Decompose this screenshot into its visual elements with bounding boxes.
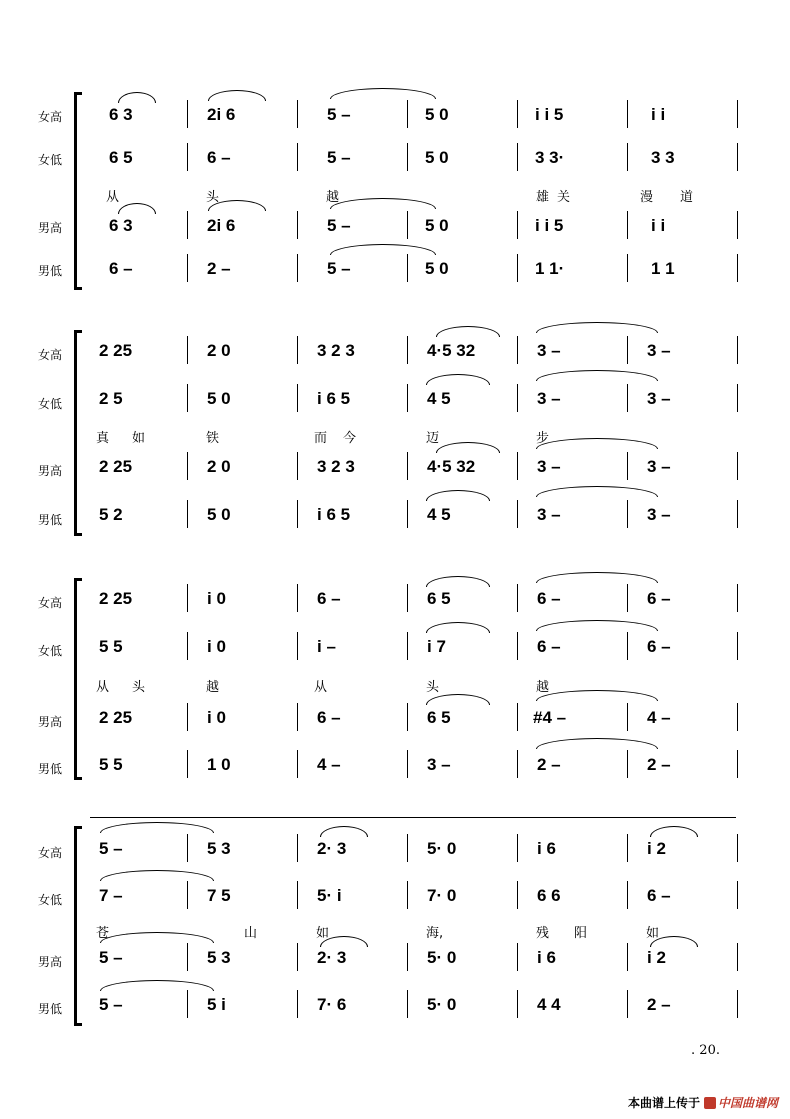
measure — [108, 146, 134, 168]
note-group: i 0 — [207, 589, 226, 608]
note-group: 3 – — [647, 341, 671, 360]
note-group: 5 – — [327, 216, 351, 235]
note-group: 5 0 — [207, 389, 231, 408]
part-label: 女低 — [38, 397, 63, 411]
measure — [426, 753, 452, 775]
measure — [98, 753, 124, 775]
slur — [536, 690, 658, 701]
note-group: 5 3 — [207, 839, 231, 858]
note-group: 2· 3 — [317, 839, 347, 858]
slur — [330, 198, 436, 209]
measure — [326, 103, 352, 125]
measure — [206, 339, 232, 361]
measure — [108, 257, 134, 279]
measure — [536, 837, 557, 859]
note-group: 4·5 32 — [427, 341, 476, 360]
lyric: 越 — [206, 680, 220, 695]
note-group: 5· 0 — [427, 995, 457, 1014]
lyric: 越 — [326, 190, 340, 205]
note-group: 3 3· — [535, 148, 565, 167]
slur — [536, 572, 658, 583]
note-group: 4 – — [647, 708, 671, 727]
note-group: 3 – — [647, 457, 671, 476]
measure — [98, 587, 133, 609]
measure — [426, 884, 457, 906]
note-group: 3 – — [537, 505, 561, 524]
note-group: 3 – — [647, 389, 671, 408]
slur — [426, 576, 490, 587]
part-label: 女高 — [38, 596, 63, 610]
measure — [650, 146, 676, 168]
measure — [426, 993, 457, 1015]
note-group: 5 – — [99, 839, 123, 858]
note-group: 3 – — [537, 341, 561, 360]
site-name: 中国曲谱网 — [717, 1096, 778, 1110]
note-group: 6 5 — [109, 148, 133, 167]
measure — [206, 455, 232, 477]
slur — [100, 932, 214, 943]
measure — [316, 946, 347, 968]
note-group: 6 – — [317, 708, 341, 727]
part-label: 男高 — [38, 955, 63, 969]
measure — [206, 503, 232, 525]
note-group: 2i 6 — [207, 105, 236, 124]
note-group: 6 3 — [109, 105, 133, 124]
measure — [206, 837, 232, 859]
measure — [98, 503, 124, 525]
lyric: 漫 — [640, 190, 654, 205]
slur — [536, 486, 658, 497]
measure — [646, 455, 672, 477]
logo-icon — [704, 1097, 716, 1109]
slur — [436, 326, 500, 337]
note-group: 5 0 — [207, 505, 231, 524]
measure — [206, 214, 236, 236]
system-brace — [74, 578, 82, 780]
measure — [316, 706, 342, 728]
note-group: 2 25 — [99, 341, 133, 360]
note-group: 6 – — [647, 886, 671, 905]
lyric: 如 — [316, 926, 330, 941]
note-group: 5 – — [327, 259, 351, 278]
part-label: 男高 — [38, 221, 63, 235]
measure — [650, 257, 676, 279]
slur — [426, 694, 490, 705]
lyric: 迈 — [426, 431, 440, 446]
measure — [98, 946, 124, 968]
note-group: 1 0 — [207, 755, 231, 774]
note-group: 2 0 — [207, 457, 231, 476]
measure — [98, 455, 133, 477]
measure — [98, 993, 124, 1015]
part-label: 男高 — [38, 715, 63, 729]
slur — [650, 826, 698, 837]
measure — [316, 884, 343, 906]
note-group: 5 0 — [425, 259, 449, 278]
note-group: 5 5 — [99, 637, 123, 656]
lyric: 海, — [426, 926, 444, 941]
note-group: 6 – — [647, 637, 671, 656]
slur — [100, 980, 214, 991]
slur — [426, 622, 490, 633]
measure — [424, 214, 450, 236]
measure — [98, 837, 124, 859]
part-label: 男低 — [38, 513, 63, 527]
lyric: 从 — [106, 190, 120, 205]
slur — [320, 826, 368, 837]
lyric: 雄关 — [536, 190, 579, 205]
note-group: 5 0 — [425, 216, 449, 235]
site-logo[interactable] — [704, 1094, 778, 1111]
measure — [426, 339, 476, 361]
lyric: 阳 — [574, 926, 588, 941]
note-group: i 6 5 — [317, 505, 351, 524]
measure — [316, 753, 342, 775]
measure — [108, 214, 134, 236]
note-group: 5 – — [327, 148, 351, 167]
note-group: 3 2 3 — [317, 457, 355, 476]
measure — [536, 455, 562, 477]
part-label: 女低 — [38, 153, 63, 167]
system-brace — [74, 92, 82, 290]
note-group: 3 – — [537, 389, 561, 408]
upload-text: 本曲谱上传于 — [627, 1096, 700, 1110]
note-group: 6 – — [317, 589, 341, 608]
measure — [646, 993, 672, 1015]
note-group: 7· 0 — [427, 886, 457, 905]
note-group: 5 0 — [425, 105, 449, 124]
note-group: 3 – — [537, 457, 561, 476]
note-group: 4 5 — [427, 505, 451, 524]
note-group: 5 – — [99, 948, 123, 967]
measure — [206, 946, 232, 968]
measure — [646, 837, 667, 859]
lyric: 越 — [536, 680, 550, 695]
measure — [98, 387, 124, 409]
note-group: 5 3 — [207, 948, 231, 967]
note-group: 5· 0 — [427, 948, 457, 967]
measure — [426, 387, 452, 409]
measure — [98, 884, 124, 906]
note-group: 5· i — [317, 886, 342, 905]
measure — [536, 503, 562, 525]
note-group: 3 – — [427, 755, 451, 774]
slur — [330, 244, 436, 255]
measure — [536, 884, 562, 906]
measure — [646, 753, 672, 775]
note-group: 3 2 3 — [317, 341, 355, 360]
note-group: 2 25 — [99, 708, 133, 727]
note-group: 6 – — [537, 589, 561, 608]
note-group: 2 – — [647, 755, 671, 774]
measure — [646, 706, 672, 728]
slur — [436, 442, 500, 453]
page-number: . 20. — [691, 1043, 720, 1058]
slur — [536, 738, 658, 749]
measure — [646, 387, 672, 409]
note-group: 6 6 — [537, 886, 561, 905]
note-group: i 2 — [647, 839, 666, 858]
measure — [316, 455, 356, 477]
measure — [426, 587, 452, 609]
note-group: 6 – — [647, 589, 671, 608]
note-group: 4 4 — [537, 995, 561, 1014]
part-label: 男低 — [38, 762, 63, 776]
measure — [316, 837, 347, 859]
lyric: 残 — [536, 926, 550, 941]
measure — [646, 635, 672, 657]
note-group: 1 1 — [651, 259, 675, 278]
lyric: 头 — [206, 190, 220, 205]
note-group: 7 – — [99, 886, 123, 905]
measure — [426, 635, 447, 657]
note-group: 5· 0 — [427, 839, 457, 858]
note-group: i i 5 — [535, 105, 564, 124]
note-group: 2· 3 — [317, 948, 347, 967]
measure — [532, 706, 567, 728]
measure — [534, 214, 564, 236]
lyric: 如 — [646, 926, 660, 941]
note-group: 2 – — [647, 995, 671, 1014]
measure — [424, 257, 450, 279]
measure — [108, 103, 134, 125]
lyric: 苍 — [96, 926, 110, 941]
system-brace — [74, 330, 82, 536]
part-label: 男低 — [38, 264, 63, 278]
note-group: i 7 — [427, 637, 446, 656]
measure — [316, 503, 351, 525]
note-group: i 6 — [537, 839, 556, 858]
note-group: i i 5 — [535, 216, 564, 235]
measure — [534, 146, 565, 168]
measure — [206, 993, 227, 1015]
measure — [536, 946, 557, 968]
measure — [426, 706, 452, 728]
note-group: 3 – — [647, 505, 671, 524]
note-group: 6 – — [537, 637, 561, 656]
slur — [330, 88, 436, 99]
measure — [316, 587, 342, 609]
note-group: i 6 — [537, 948, 556, 967]
measure — [206, 753, 232, 775]
measure — [206, 884, 232, 906]
part-label: 女高 — [38, 348, 63, 362]
note-group: 3 3 — [651, 148, 675, 167]
note-group: 2 – — [207, 259, 231, 278]
measure — [316, 387, 351, 409]
slur — [208, 90, 266, 101]
note-group: 5 – — [99, 995, 123, 1014]
measure — [206, 587, 227, 609]
slur — [536, 438, 658, 449]
measure — [326, 257, 352, 279]
note-group: 2 0 — [207, 341, 231, 360]
note-group: 5 i — [207, 995, 226, 1014]
measure — [326, 214, 352, 236]
measure — [426, 455, 476, 477]
note-group: 6 5 — [427, 708, 451, 727]
measure — [650, 214, 666, 236]
note-group: i 0 — [207, 637, 226, 656]
measure — [424, 103, 450, 125]
measure — [424, 146, 450, 168]
part-label: 女低 — [38, 893, 63, 907]
part-label: 女高 — [38, 110, 63, 124]
lyric: 从 — [96, 680, 110, 695]
slur — [100, 870, 214, 881]
measure — [426, 503, 452, 525]
lyric: 而今 — [314, 431, 373, 446]
note-group: 5 – — [327, 105, 351, 124]
measure — [534, 103, 564, 125]
slur — [536, 370, 658, 381]
footer — [628, 1094, 778, 1111]
measure — [206, 257, 232, 279]
measure — [206, 103, 236, 125]
lyric: 如 — [132, 431, 146, 446]
measure — [646, 884, 672, 906]
slur — [118, 203, 156, 214]
measure — [536, 587, 562, 609]
measure — [316, 339, 356, 361]
note-group: 6 5 — [427, 589, 451, 608]
note-group: 2 5 — [99, 389, 123, 408]
slur — [426, 374, 490, 385]
measure — [316, 993, 347, 1015]
slur — [426, 490, 490, 501]
system-brace — [74, 826, 82, 1026]
measure — [646, 587, 672, 609]
measure — [206, 146, 232, 168]
lyric: 道 — [680, 190, 694, 205]
note-group: i 6 5 — [317, 389, 351, 408]
measure — [646, 503, 672, 525]
slur — [118, 92, 156, 103]
part-label: 女高 — [38, 846, 63, 860]
measure — [98, 635, 124, 657]
lyric: 山 — [244, 926, 258, 941]
measure — [536, 635, 562, 657]
note-group: i – — [317, 637, 336, 656]
note-group: 5 2 — [99, 505, 123, 524]
measure — [534, 257, 565, 279]
note-group: 2i 6 — [207, 216, 236, 235]
note-group: 7 5 — [207, 886, 231, 905]
lyric: 铁 — [206, 431, 220, 446]
note-group: 6 – — [109, 259, 133, 278]
slur — [536, 322, 658, 333]
lyric: 真 — [96, 431, 110, 446]
note-group: i 0 — [207, 708, 226, 727]
note-group: 6 3 — [109, 216, 133, 235]
slur — [536, 620, 658, 631]
measure — [316, 635, 337, 657]
note-group: 7· 6 — [317, 995, 347, 1014]
measure — [426, 837, 457, 859]
lyric: 从 — [314, 680, 328, 695]
note-group: 1 1· — [535, 259, 565, 278]
part-label: 男低 — [38, 1002, 63, 1016]
measure — [536, 753, 562, 775]
measure — [206, 635, 227, 657]
measure — [426, 946, 457, 968]
note-group: #4 – — [533, 708, 567, 727]
part-label: 女低 — [38, 644, 63, 658]
measure — [650, 103, 666, 125]
slur — [100, 822, 214, 833]
measure — [98, 706, 133, 728]
measure — [536, 993, 562, 1015]
note-group: 4·5 32 — [427, 457, 476, 476]
measure — [646, 946, 667, 968]
lyric: 头 — [132, 680, 146, 695]
note-group: 2 – — [537, 755, 561, 774]
section-line — [90, 817, 736, 818]
note-group: 6 – — [207, 148, 231, 167]
lyric: 步 — [536, 431, 550, 446]
measure — [98, 339, 133, 361]
measure — [646, 339, 672, 361]
note-group: 4 5 — [427, 389, 451, 408]
note-group: 2 25 — [99, 457, 133, 476]
lyric: 头 — [426, 680, 440, 695]
note-group: i i — [651, 216, 666, 235]
part-label: 男高 — [38, 464, 63, 478]
note-group: 4 – — [317, 755, 341, 774]
measure — [206, 706, 227, 728]
measure — [206, 387, 232, 409]
measure — [326, 146, 352, 168]
measure — [536, 387, 562, 409]
note-group: i 2 — [647, 948, 666, 967]
note-group: 5 5 — [99, 755, 123, 774]
measure — [536, 339, 562, 361]
note-group: 5 0 — [425, 148, 449, 167]
note-group: i i — [651, 105, 666, 124]
note-group: 2 25 — [99, 589, 133, 608]
